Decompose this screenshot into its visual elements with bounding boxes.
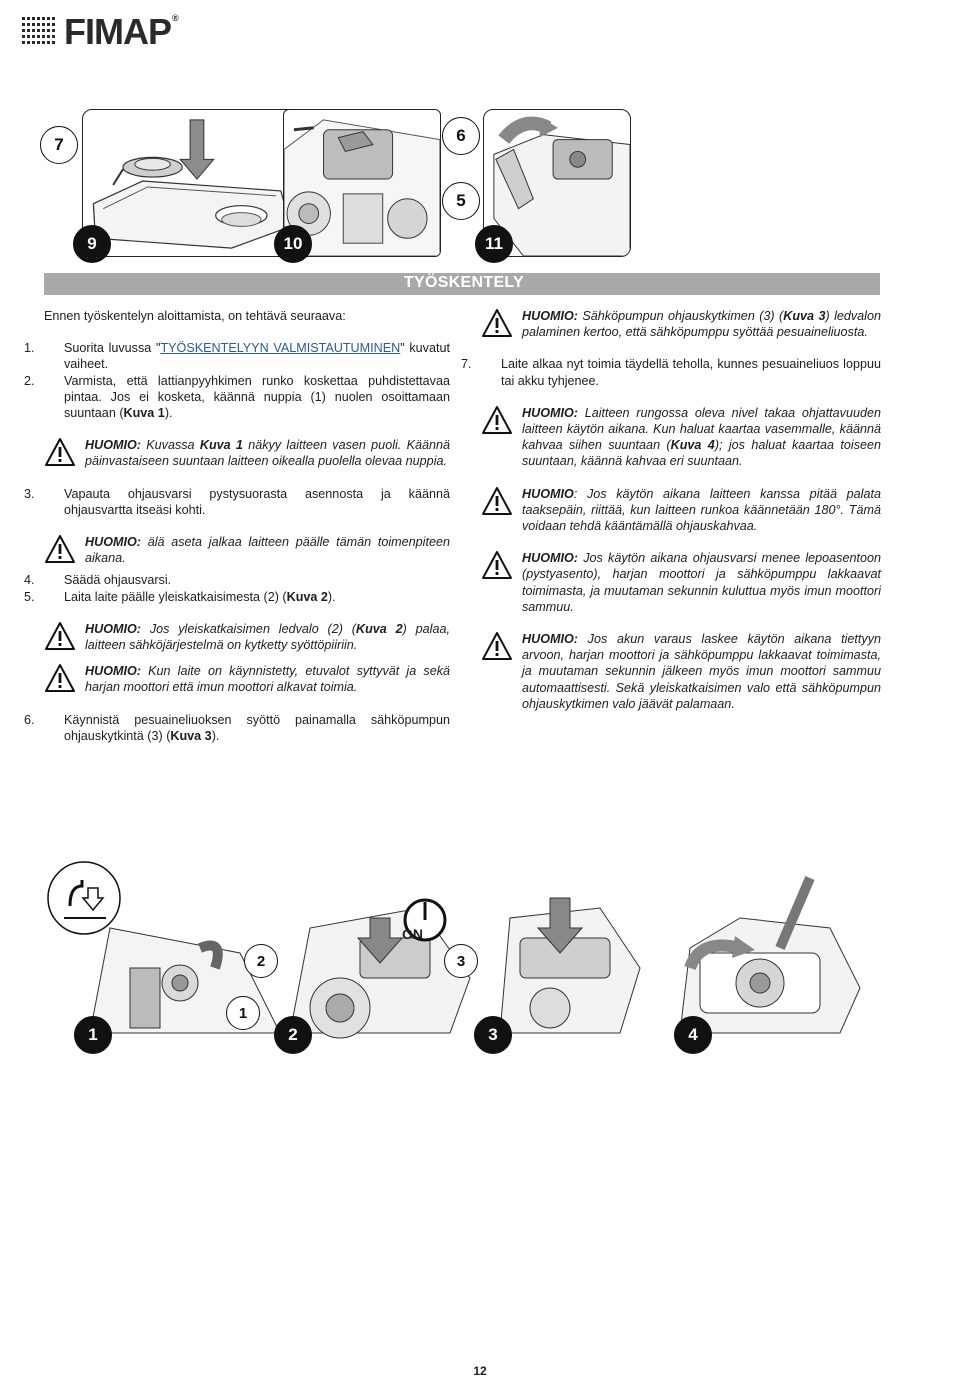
callout-label-2: 2: [244, 944, 278, 978]
tank-cap-illustration: [83, 110, 306, 256]
figure-main-switch-panel: [290, 900, 470, 1038]
figure-pump-switch-panel: [500, 898, 640, 1033]
warning-icon: [44, 621, 76, 651]
figure-badge-3: 3: [474, 1016, 512, 1054]
section-title: TYÖSKENTELY: [403, 274, 524, 291]
logo-wordmark: FIMAP®: [64, 11, 178, 52]
figure-badge-1: 1: [74, 1016, 112, 1054]
callout-label-3: 3: [444, 944, 478, 978]
figure-badge-6: 6: [442, 117, 480, 155]
warning-icon: [481, 308, 513, 338]
warning-icon: [481, 550, 513, 580]
note-4: HUOMIO: Kun laite on käynnistetty, etuvalot syttyvät ja sekä harjan moottori että imun moottori alkavat toimia.: [44, 663, 450, 695]
figure-badge-10: 10: [274, 225, 312, 263]
note-7: HUOMIO: Jos käytön aikana laitteen kanssa pitää palata taaksepäin, riittää, kun laitteen runkoa käännetään 180°. Tämä voidaan tehdä kääntämällä ohjauskahvaa.: [481, 486, 881, 535]
link-tyoskentelyyn-valmistautuminen[interactable]: TYÖSKENTELYYN VALMISTAUTUMINEN: [160, 341, 401, 356]
step-5: 5. Laita laite päälle yleiskatkaisimesta (2) (Kuva 2).: [24, 589, 336, 604]
step-7: 7. Laite alkaa nyt toimia täydellä teholla, kunnes pesuaineliuos loppuu tai akku tyhjenee.: [461, 357, 881, 388]
warning-icon: [44, 663, 76, 693]
step-1: 1. Suorita luvussa "TYÖSKENTELYYN VALMISTAUTUMINEN" kuvatut vaiheet.: [24, 341, 450, 372]
step-2: 2. Varmista, että lattianpyyhkimen runko koskettaa puhdistettavaa pintaa. Jos ei kosketa, käännä nuppia (1) nuolen osoittamaan suuntaan (Kuva 1).: [24, 373, 450, 421]
figure-tank-cap: [82, 109, 307, 257]
note-5: HUOMIO: Sähköpumpun ohjauskytkimen (3) (Kuva 3) ledvalon palaminen kertoo, että sähköpumppu syöttää pesuaineliuosta.: [481, 308, 881, 340]
note-8: HUOMIO: Jos käytön aikana ohjausvarsi menee lepoasentoon (pystyasento), harjan moottori ja sähköpumppu lakkaavat toimimasta, ja muutaman sekunnin kuluttua myös imun moottori sammuu.: [481, 550, 881, 615]
logo-dot-grid-icon: [22, 15, 60, 49]
step-6: 6. Käynnistä pesuaineliuoksen syöttö painamalla sähköpumpun ohjauskytkintä (3) (Kuva 3).: [24, 712, 450, 743]
figure-badge-5: 5: [442, 182, 480, 220]
figure-badge-9: 9: [73, 225, 111, 263]
warning-icon: [481, 631, 513, 661]
step-4: 4. Säädä ohjausvarsi.: [24, 573, 172, 588]
warning-icon: [481, 486, 513, 516]
page-number: 12: [473, 1364, 487, 1378]
on-label: ON: [402, 926, 423, 942]
figure-badge-2: 2: [274, 1016, 312, 1054]
fimap-logo: [22, 12, 178, 52]
note-9: HUOMIO: Jos akun varaus laskee käytön aikana tiettyyn arvoon, harjan moottori ja sähköpumppu lakkaavat toimimasta, ja muutaman sekunnin jälkeen myös imun moottori sammuu automaattisesti. Sekä yleiskatkaisimen valo että sähköpumpun ohjauskytkimen valo jäävät palamaan.: [481, 631, 881, 712]
warning-icon: [44, 437, 76, 467]
section-title-bar: [44, 273, 880, 295]
note-1: HUOMIO: Kuvassa Kuva 1 näkyy laitteen vasen puoli. Käännä päinvastaiseen suuntaan laitteen oikealla puolella olevaa nuppia.: [44, 437, 450, 469]
figure-steering-panel: [680, 878, 860, 1033]
warning-icon: [481, 405, 513, 435]
left-column: [24, 308, 450, 744]
warning-icon: [44, 534, 76, 564]
figure-badge-11: 11: [475, 225, 513, 263]
note-6: HUOMIO: Laitteen rungossa oleva nivel takaa ohjattavuuden laitteen käytön aikana. Kun haluat kaartaa vasemmalle, käännä kahvaa siihen suuntaan (Kuva 4); jos haluat kaartaa toiseen suuntaan, käännä kahvaa eri suuntaan.: [481, 405, 881, 470]
right-column: [461, 308, 881, 712]
callout-label-1: 1: [226, 996, 260, 1030]
figure-badge-7: 7: [40, 126, 78, 164]
step-3: 3. Vapauta ohjausvarsi pystysuorasta asennosta ja käännä ohjausvartta itseäsi kohti.: [24, 486, 450, 517]
note-3: HUOMIO: Jos yleiskatkaisimen ledvalo (2) (Kuva 2) palaa, laitteen sähköjärjestelmä on kytketty syöttöpiiriin.: [44, 621, 450, 653]
note-2: HUOMIO: älä aseta jalkaa laitteen päälle tämän toimenpiteen aikana.: [44, 534, 450, 566]
figure-badge-4: 4: [674, 1016, 712, 1054]
intro-text: Ennen työskentelyn aloittamista, on tehtävä seuraava:: [44, 309, 346, 323]
